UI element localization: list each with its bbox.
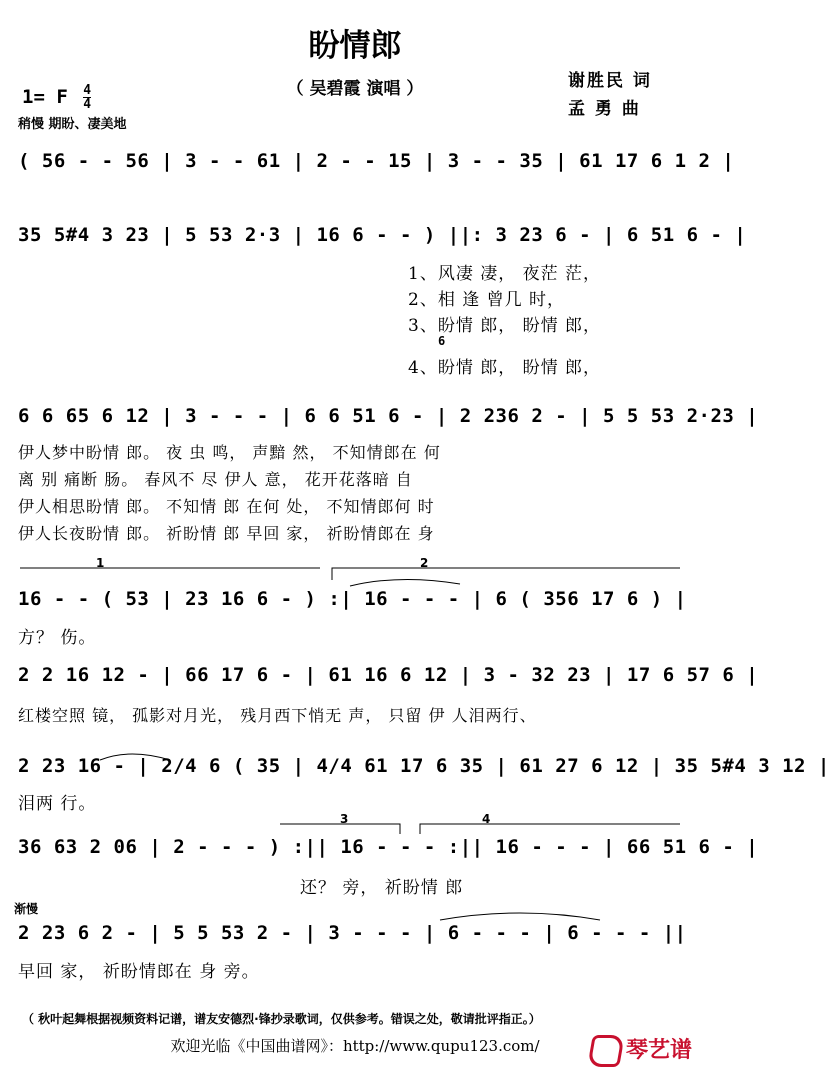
lyric-line-3c: 伊人相思盼情 郎。 不知情 郎 在何 处， 不知情郎何 时: [18, 497, 435, 516]
notation-line-3: 6 6 65 6 12 | 3 - - - | 6 6 51 6 - | 2 236 2 - | 5 5 53 2·23 |: [18, 405, 759, 427]
volta-2-label: 2: [420, 556, 429, 570]
volta-2-bracket: [332, 568, 680, 580]
lyric-line-6: 泪两 行。: [18, 794, 97, 814]
verse-2-lyric: 2、相 逢 曾几 时，: [408, 290, 566, 310]
composer-credit: 孟 勇 曲: [568, 99, 641, 119]
site-welcome: 欢迎光临《中国曲谱网》：http://www.qupu123.com/: [170, 1037, 540, 1055]
volta-1-label: 1: [96, 556, 105, 570]
lyric-line-5: 红楼空照 镜， 孤影对月光， 残月西下悄无 声， 只留 伊 人泪两行、: [18, 706, 537, 725]
transcription-note: （ 秋叶起舞根据视频资料记谱，谱友安德烈·锋抄录歌词，仅供参考。错误之处，敬请批评指正。）: [22, 1012, 541, 1026]
lyric-line-7: 还？ 旁， 祈盼情 郎: [300, 878, 464, 898]
notation-line-5: 2 2 16 12 - | 66 17 6 - | 61 16 6 12 | 3 - 32 23 | 17 6 57 6 |: [18, 664, 759, 686]
logo-icon: [587, 1035, 625, 1067]
lyric-line-8: 早回 家， 祈盼情郎在 身 旁。: [18, 962, 260, 982]
slur-1: [350, 579, 460, 586]
verse-4-lyric: 4、盼情 郎， 盼情 郎，: [408, 358, 602, 378]
volta-4-label: 4: [482, 812, 491, 826]
notation-line-6: 2 23 16 - | 2/4 6 ( 35 | 4/4 61 17 6 35 | 61 27 6 12 | 35 5#4 3 12 |: [18, 755, 830, 777]
lyric-line-3a: 伊人梦中盼情 郎。 夜 虫 鸣， 声黯 然， 不知情郎在 何: [18, 443, 441, 462]
volta-3-label: 3: [340, 812, 349, 826]
verse-1-lyric: 1、风凄 凄， 夜茫 茫，: [408, 264, 602, 284]
notation-line-4: 16 - - ( 53 | 23 16 6 - ) :| 16 - - - | 6 ( 356 17 6 ) |: [18, 588, 687, 610]
notation-line-1: ( 56 - - 56 | 3 - - 61 | 2 - - 15 | 3 - - 35 | 61 17 6 1 2 |: [18, 150, 735, 172]
song-title: 盼情郎: [308, 28, 402, 64]
jianman-marking: 渐慢: [14, 902, 39, 916]
notation-line-8: 2 23 6 2 - | 5 5 53 2 - | 3 - - - | 6 - - - | 6 - - - ||: [18, 922, 687, 944]
time-sig-top: 4: [83, 83, 92, 98]
notation-line-2: 35 5#4 3 23 | 5 53 2·3 | 16 6 - - ) ||: 3 23 6 - | 6 51 6 - |: [18, 224, 747, 246]
time-sig-bottom: 4: [83, 97, 92, 112]
tempo-marking: 稍慢 期盼、凄美地: [18, 117, 127, 132]
verse-3-lyric: 3、盼情 郎， 盼情 郎，: [408, 316, 602, 336]
lyricist-credit: 谢胜民 词: [568, 71, 652, 91]
volta-4-bracket: [420, 824, 680, 834]
logo-text: 琴艺谱: [625, 1038, 692, 1063]
singer-credit: （ 吴碧霞 演唱 ）: [286, 79, 424, 99]
slur-2: [100, 754, 170, 760]
key-label: 1= F: [22, 86, 68, 108]
slur-3: [440, 913, 600, 920]
lyric-line-3d: 伊人长夜盼情 郎。 祈盼情 郎 早回 家， 祈盼情郎在 身: [18, 524, 435, 543]
lyric-line-3b: 离 别 痛断 肠。 春风不 尽 伊人 意， 花开花落暗 自: [18, 470, 413, 489]
notation-line-7: 36 63 2 06 | 2 - - - ) :|| 16 - - - :|| 16 - - - | 66 51 6 - |: [18, 836, 759, 858]
lyric-line-4: 方？ 伤。: [18, 628, 97, 648]
verse-3-note: 6: [438, 334, 446, 348]
site-logo: [590, 1033, 692, 1067]
volta-3-bracket: [280, 824, 400, 834]
